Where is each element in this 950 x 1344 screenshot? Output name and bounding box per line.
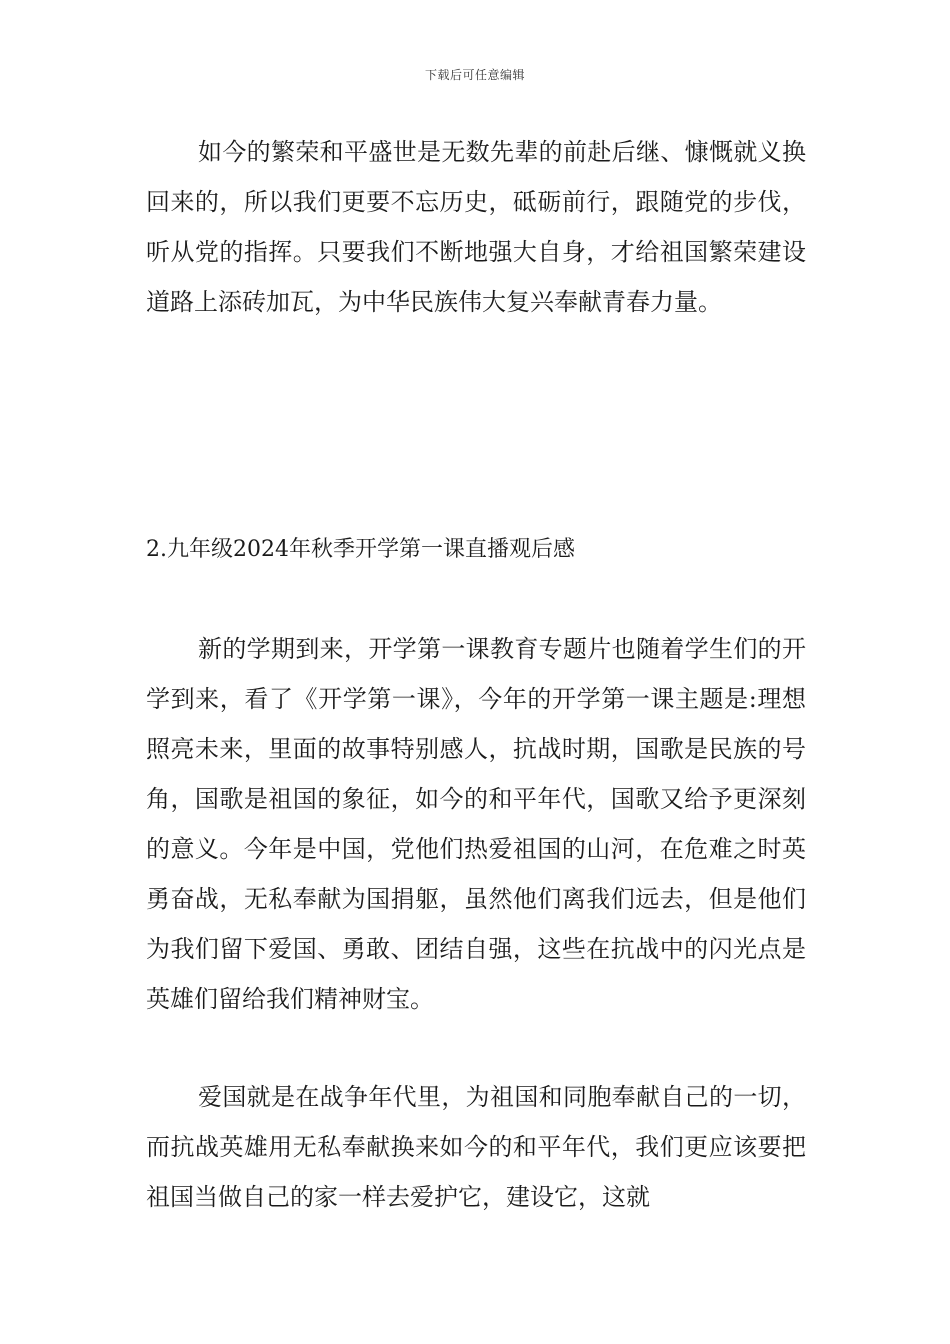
section-heading: 2.九年级2024年秋季开学第一课直播观后感 bbox=[146, 537, 575, 562]
paragraph-2: 新的学期到来，开学第一课教育专题片也随着学生们的开学到来，看了《开学第一课》，今年的开学第一课主题是:理想照亮未来，里面的故事特别感人，抗战时期，国歌是民族的号角，国歌是祖国的象征，如今的和平年代，国歌又给予更深刻的意义。今年是中国，党他们热爱祖国的山河，在危难之时英勇奋战，无私奉献为国捐躯，虽然他们离我们远去，但是他们为我们留下爱国、勇敢、团结自强，这些在抗战中的闪光点是英雄们留给我们精神财宝。 bbox=[146, 635, 806, 1013]
paragraph-3: 爱国就是在战争年代里，为祖国和同胞奉献自己的一切，而抗战英雄用无私奉献换来如今的和平年代，我们更应该要把祖国当做自己的家一样去爱护它，建设它，这就 bbox=[146, 1083, 806, 1211]
header-note: 下载后可任意编辑 bbox=[424, 68, 525, 82]
paragraph-1: 如今的繁荣和平盛世是无数先辈的前赴后继、慷慨就义换回来的，所以我们更要不忘历史，砥砺前行，跟随党的步伐，听从党的指挥。只要我们不断地强大自身，才给祖国繁荣建设道路上添砖加瓦，为中华民族伟大复兴奉献青春力量。 bbox=[146, 138, 806, 316]
